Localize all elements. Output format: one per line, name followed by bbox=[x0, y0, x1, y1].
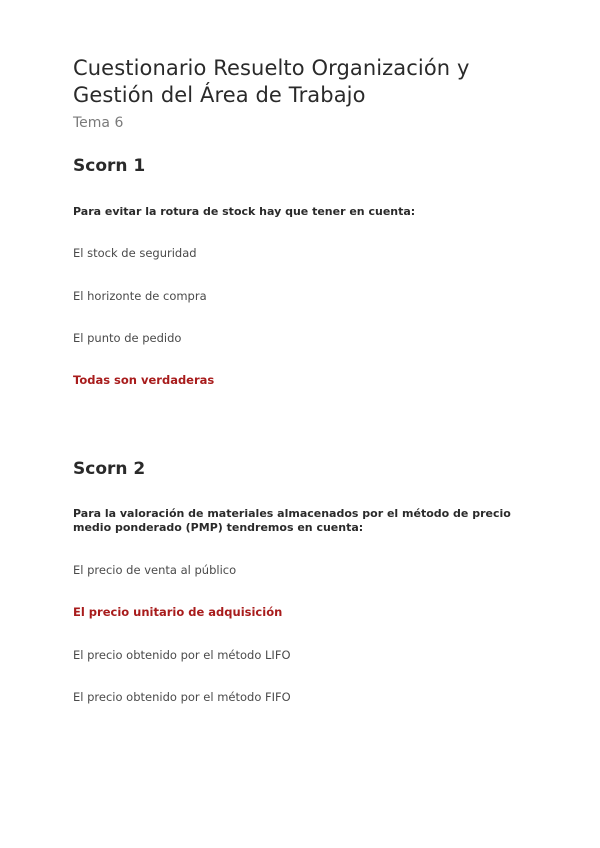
answer-option: El precio obtenido por el método LIFO bbox=[73, 648, 291, 662]
question-text: Para la valoración de materiales almacenados por el método de precio medio ponderado (PMP) tendremos en cuenta: bbox=[73, 507, 511, 534]
correct-answer-option: Todas son verdaderas bbox=[73, 373, 215, 387]
answer-option: El horizonte de compra bbox=[73, 289, 207, 303]
answer-option: El stock de seguridad bbox=[73, 246, 197, 260]
correct-answer-option: El precio unitario de adquisición bbox=[73, 605, 283, 619]
answer-option: El precio obtenido por el método FIFO bbox=[73, 690, 291, 704]
section-title: Scorn 2 bbox=[73, 459, 146, 479]
question-text: Para evitar la rotura de stock hay que tener en cuenta: bbox=[73, 205, 416, 218]
document-title: Cuestionario Resuelto Organización y Gestión del Área de Trabajo bbox=[73, 56, 470, 107]
answer-option: El punto de pedido bbox=[73, 331, 182, 345]
section-title: Scorn 1 bbox=[73, 156, 146, 176]
answer-option: El precio de venta al público bbox=[73, 563, 237, 577]
document-subtitle: Tema 6 bbox=[73, 115, 124, 131]
